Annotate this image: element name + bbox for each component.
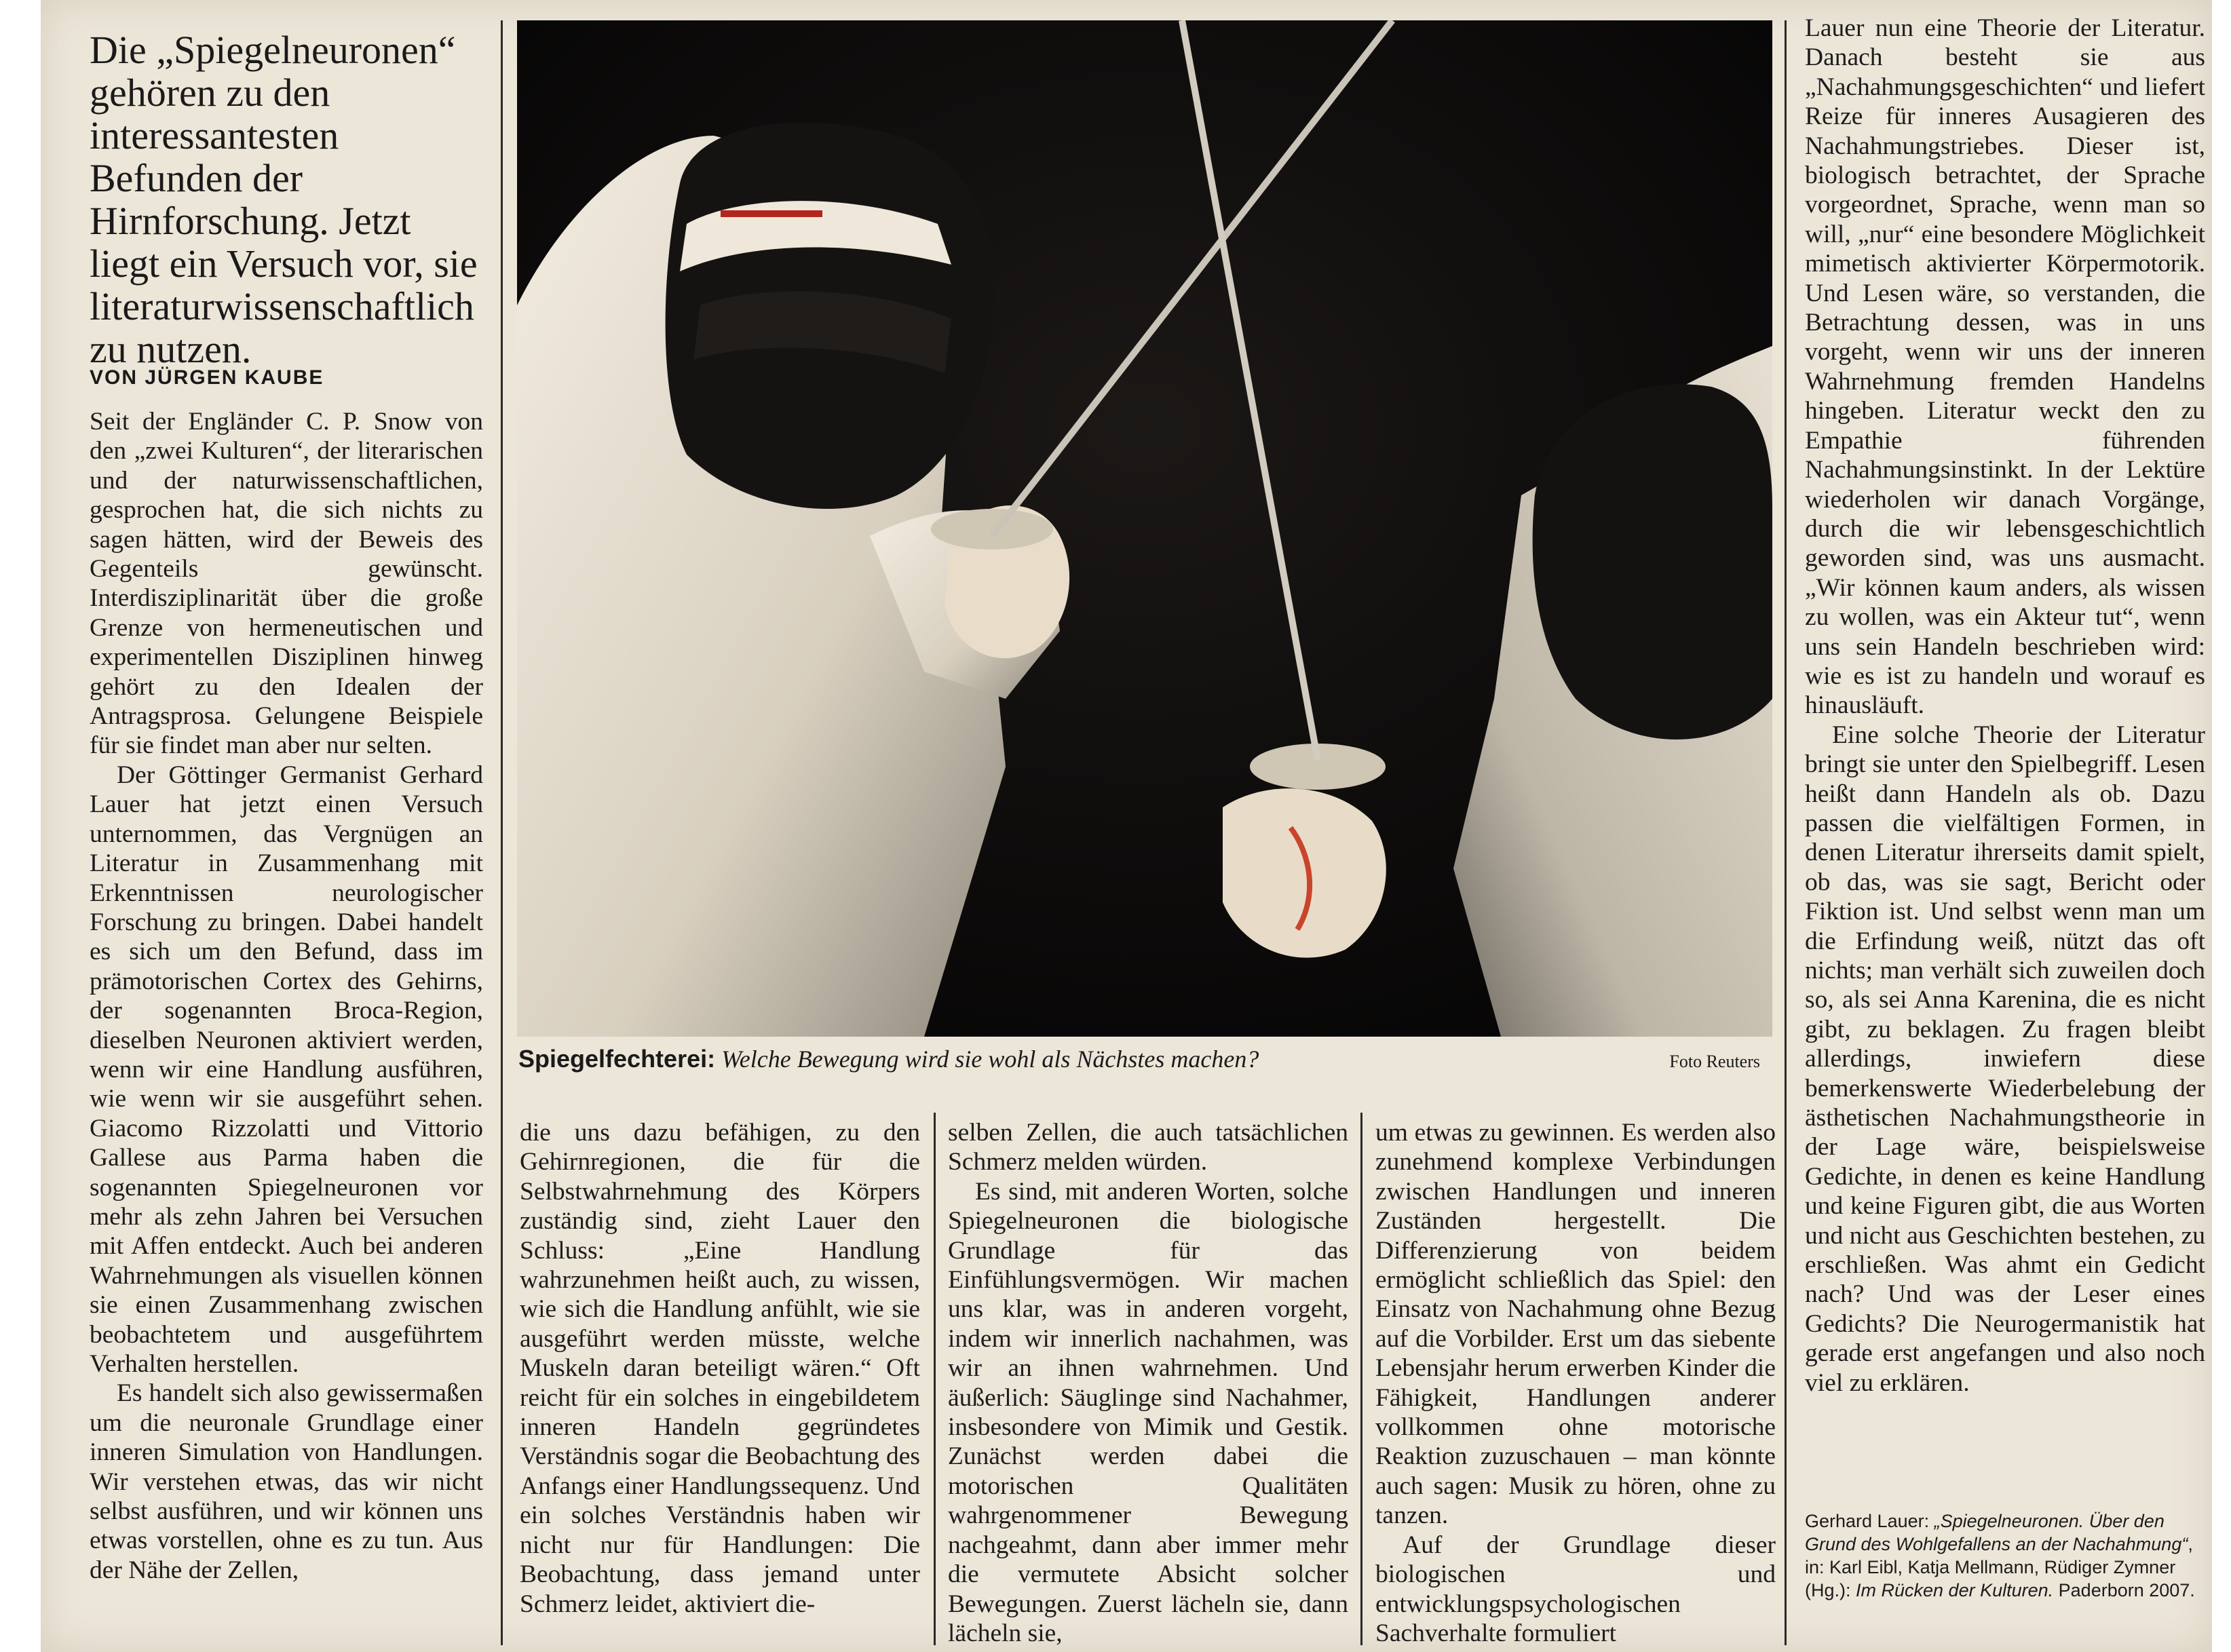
paragraph: Es handelt sich also gewissermaßen um die neuronale Grundlage einer inneren Simulation von Handlungen. Wir verstehen etwas, das wir nicht selbst ausführen, und wir können uns etwas vorstellen, ohne es zu tun. Aus der Nähe der Zellen, xyxy=(90,1379,483,1584)
source-note xyxy=(1805,1510,2205,1602)
paragraph: Seit der Engländer C. P. Snow von den „zwei Kulturen“, der literarischen und der naturwissenschaftlichen, gesprochen hat, die sich nichts zu sagen hätten, wird der Beweis des Gegenteils gewünscht. Interdisziplinarität über die große Grenze von hermeneutischen und experimentellen Disziplinen hinweg gehört zu den Idealen der Antragsprosa. Gelungene Beispiele für sie findet man aber nur selten. xyxy=(90,408,483,760)
fencers-illustration xyxy=(517,20,1772,1037)
article-column-4 xyxy=(1375,1118,1776,1647)
column-rule xyxy=(1785,20,1787,1645)
paragraph: Lauer nun eine Theorie der Literatur. Danach besteht sie aus „Nachahmungsgeschichten“ und liefert Reize für inneres Ausagieren des Nachahmungstriebes. Dieser ist, biologisch betrachtet, der Sprache vorgeordnet, Sprache, wenn man so will, „nur“ eine besondere Möglichkeit mimetisch aktivierter Körpermotorik. Und Lesen wäre, so verstanden, die Betrachtung dessen, was in uns vorgeht, wenn wir uns der inneren Wahrnehmung fremden Handelns hingeben. Literatur weckt den zu Empathie führenden Nachahmungsinstinkt. In der Lektüre wiederholen wir danach Vorgänge, durch die wir lebensgeschichtlich geworden sind, was uns ausmacht. „Wir können kaum anders, als wissen zu wollen, was ein Akteur tut“, wenn uns sein Handeln beschrieben wird: wie es ist zu handeln und worauf es hinausläuft. xyxy=(1805,14,2205,720)
column-rule xyxy=(934,1113,936,1645)
paragraph: Der Göttinger Germanist Gerhard Lauer hat jetzt einen Versuch unternommen, das Vergnügen an Literatur in Zusammenhang mit Erkenntnissen neurologischer Forschung zu bringen. Dabei handelt es sich um den Befund, dass im prämotorischen Cortex des Gehirns, der sogenannten Broca-Region, dieselben Neuronen aktiviert werden, wenn wir eine Handlung ausführen, wie wenn wir sie ausgeführt sehen. Giacomo Rizzolatti und Vittorio Gallese aus Parma haben die sogenannten Spiegelneuronen vor mehr als zehn Jahren bei Versuchen mit Affen entdeckt. Auch bei anderen Wahrnehmungen als visuellen können sie einen Zusammenhang zwischen beobachtetem und ausgeführtem Verhalten herstellen. xyxy=(90,761,483,1378)
source-author: Gerhard Lauer: xyxy=(1805,1511,1934,1531)
photo-credit: Foto Reuters xyxy=(1669,1052,1760,1071)
article-column-5 xyxy=(1805,14,2205,1506)
paragraph: die uns dazu befähigen, zu den Gehirnregionen, die für die Selbstwahrnehmung des Körpers zuständig sind, zieht Lauer den Schluss: „Eine Handlung wahrzunehmen heißt auch, zu wissen, wie sich die Handlung anfühlt, wie sie ausgeführt werden müsste, welche Muskeln daran beteiligt wären.“ Oft reicht für ein solches in eingebildetem inneren Handeln gegründetes Verständnis sogar die Beobachtung des Anfangs einer Handlungssequenz. Und ein solches Verständnis haben wir nicht nur für Handlungen: Die Beobachtung, dass jemand unter Schmerz leidet, aktiviert die- xyxy=(520,1119,920,1618)
source-title: „Spiegelneuronen. Über den Grund des Wohlgefallens an der Nachahmung“ xyxy=(1805,1511,2188,1554)
article-column-3 xyxy=(948,1118,1348,1647)
article-teaser: Die „Spiegelneuronen“ gehören zu den interessantesten Befunden der Hirnforschung. Jetzt liegt ein Versuch vor, sie literaturwissenschaftlich zu nutzen. xyxy=(90,28,478,371)
article-column-2 xyxy=(520,1118,920,1647)
column-rule xyxy=(1360,1113,1362,1645)
paragraph: Eine solche Theorie der Literatur bringt sie unter den Spielbegriff. Lesen heißt dann Handeln als ob. Dazu passen die vielfältigen Formen, in denen Literatur ihrerseits damit spielt, ob das, was sie sagt, Bericht oder Fiktion ist. Und selbst wenn man um die Erfindung weiß, nützt das oft nichts; man verhält sich zuweilen doch so, als sei Anna Karenina, die es nicht gibt, zu beklagen. Zu fragen bleibt allerdings, inwiefern diese bemerkenswerte Wiederbelebung der ästhetischen Nachahmungstheorie in der Lage wäre, beispielsweise Gedichte, in denen es keine Handlung und keine Figuren gibt, die aus Worten und nicht aus Geschichten bestehen, zu erschließen. Was ahmt ein Gedicht nach? Und was der Leser eines Gedichts? Die Neurogermanistik hat gerade erst angefangen und also noch viel zu erklären. xyxy=(1805,721,2205,1397)
caption-text: Welche Bewegung wird sie wohl als Nächstes machen? xyxy=(721,1045,1259,1073)
article-column-1 xyxy=(90,407,483,1642)
source-book: Im Rücken der Kulturen. xyxy=(1856,1580,2054,1600)
byline: VON JÜRGEN KAUBE xyxy=(90,366,324,389)
caption-label: Spiegelfechterei: xyxy=(518,1045,716,1073)
paragraph: selben Zellen, die auch tatsächlichen Schmerz melden würden. xyxy=(948,1119,1348,1176)
paragraph: um etwas zu gewinnen. Es werden also zunehmend komplexe Verbindungen zwischen Handlungen und inneren Zuständen hergestellt. Die Differenzierung von beidem ermöglicht schließlich das Spiel: den Einsatz von Nachahmung ohne Bezug auf die Vorbilder. Erst um das siebente Lebensjahr herum erwerben Kinder die Fähigkeit, Handlungen anderer vollkommen ohne motorische Reaktion zuzuschauen – man könnte auch sagen: Musik zu hören, ohne zu tanzen. xyxy=(1375,1119,1776,1530)
source-place-year: Paderborn 2007. xyxy=(2053,1580,2195,1600)
column-rule xyxy=(501,20,503,1645)
photo-caption xyxy=(518,1045,1774,1079)
fencing-photo xyxy=(517,20,1772,1037)
paragraph: Es sind, mit anderen Worten, solche Spiegelneuronen die biologische Grundlage für das Einfühlungsvermögen. Wir machen uns klar, was in anderen vorgeht, indem wir innerlich nachahmen, was wir an ihnen wahrnehmen. Und äußerlich: Säuglinge sind Nachahmer, insbesondere von Mimik und Gestik. Zunächst werden dabei die motorischen Qualitäten wahrgenommener Bewegung nachgeahmt, dann aber immer mehr die vermutete Absicht solcher Bewegungen. Zuerst lächeln sie, dann lächeln sie, xyxy=(948,1177,1348,1647)
source-editors: , in: Karl Eibl, Katja Mellmann, Rüdiger Zymner (Hg.): xyxy=(1805,1534,2193,1600)
paragraph: Auf der Grundlage dieser biologischen und entwicklungspsychologischen Sachverhalte formuliert xyxy=(1375,1531,1776,1647)
